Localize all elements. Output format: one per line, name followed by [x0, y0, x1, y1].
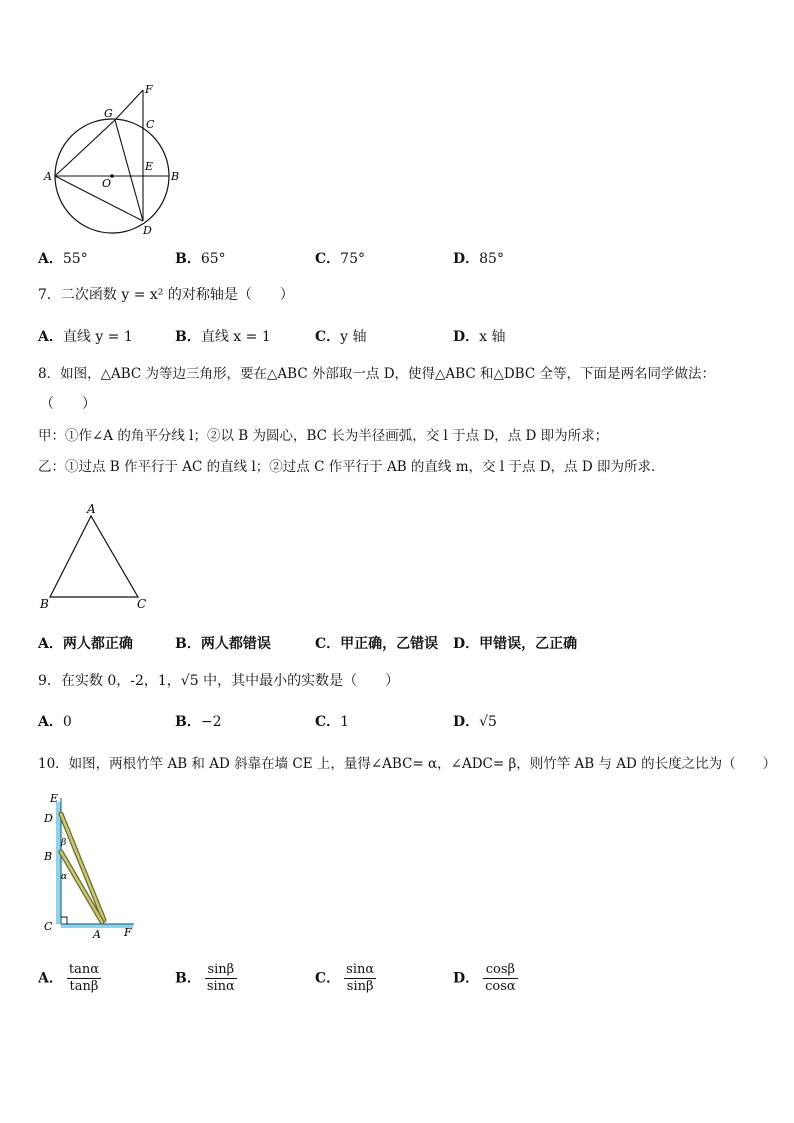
q10-label-A: A	[93, 928, 101, 940]
q9-option-b: B．−2	[175, 714, 222, 730]
q10-label-alpha: α	[61, 872, 68, 882]
q7-question: 7．二次函数 y = x² 的对称轴是（ ）	[38, 287, 294, 303]
q8-option-c: C．甲正确，乙错误	[315, 636, 439, 652]
q10-d-denominator: cosα	[485, 979, 516, 994]
q10-b-numerator: sinβ	[205, 962, 237, 979]
q7-option-a: A．直线 y = 1	[38, 329, 133, 345]
q10-c-numerator: sinα	[346, 962, 375, 977]
q10-label-B: B	[44, 850, 53, 863]
q7-option-b: B．直线 x = 1	[175, 329, 271, 345]
q10-b-denominator: sinα	[206, 979, 235, 994]
q9-option-d: D．√5	[453, 714, 497, 730]
q10-label-D: D	[44, 812, 53, 825]
q6-circle-figure	[36, 80, 186, 240]
q8-method-jia: 甲：①作∠A 的角平分线 l；②以 B 为圆心，BC 长为半径画弧，交 l 于点 D，点 D 即为所求；	[38, 428, 609, 444]
q8-option-a: A．两人都正确	[38, 636, 133, 652]
q6-label-C: C	[146, 118, 155, 131]
q10-question: 10．如图，两根竹竿 AB 和 AD 斜靠在墙 CE 上，量得∠ABC= α，∠ADC= β，则竹竿 AB 与 AD 的长度之比为（ ）	[38, 756, 777, 772]
q6-label-G: G	[104, 107, 113, 120]
q8-label-A: A	[87, 502, 96, 516]
q10-a-denominator: tanβ	[69, 979, 99, 994]
q9-question: 9．在实数 0，-2，1，√5 中，其中最小的实数是（ ）	[38, 673, 400, 689]
q6-label-F: F	[145, 83, 153, 96]
q8-label-C: C	[137, 597, 147, 611]
q8-triangle-figure	[36, 502, 156, 614]
q10-option-c: C． $\frac{\sin\alpha}{\sin\beta}$	[315, 962, 375, 994]
q8-answer-paren: （ ）	[40, 396, 96, 412]
q6-option-c: C．75°	[315, 251, 365, 267]
q10-label-beta: β	[61, 838, 67, 848]
q10-d-numerator: cosβ	[483, 962, 518, 979]
q8-option-b: B．两人都错误	[175, 636, 271, 652]
q6-label-B: B	[171, 170, 180, 183]
q6-label-D: D	[143, 224, 152, 237]
q6-label-A: A	[44, 170, 52, 183]
q9-option-a: A．0	[38, 714, 72, 730]
q10-option-a: A． $\frac{\tan\alpha}{\tan\beta}$	[38, 962, 100, 994]
q10-label-F: F	[124, 926, 132, 939]
q6-option-a: A．55°	[38, 251, 88, 267]
q10-bamboo-figure	[36, 790, 146, 940]
q8-question: 8．如图，△ABC 为等边三角形，要在△ABC 外部取一点 D，使得△ABC 和△DBC 全等，下面是两名同学做法：	[38, 366, 715, 382]
q9-option-c: C．1	[315, 714, 350, 730]
q7-option-c: C．y 轴	[315, 329, 367, 345]
q10-c-denominator: sinβ	[346, 979, 374, 994]
q6-option-b: B．65°	[175, 251, 226, 267]
q10-option-d: D． $\frac{\cos\beta}{\cos\alpha}$	[453, 962, 516, 994]
q10-option-b: B． $\frac{\sin\beta}{\sin\alpha}$	[175, 962, 235, 994]
q10-label-E: E	[50, 792, 59, 805]
q6-label-E: E	[145, 160, 154, 173]
q7-option-d: D．x 轴	[453, 329, 506, 345]
q10-label-C: C	[44, 920, 53, 933]
q8-option-d: D．甲错误，乙正确	[453, 636, 578, 652]
q10-a-numerator: tanα	[68, 962, 100, 977]
q6-option-d: D．85°	[453, 251, 504, 267]
q6-label-O: O	[102, 177, 112, 190]
q8-method-yi: 乙：①过点 B 作平行于 AC 的直线 l；②过点 C 作平行于 AB 的直线 m，交 l 于点 D，点 D 即为所求.	[38, 459, 656, 475]
q8-label-B: B	[40, 597, 49, 611]
